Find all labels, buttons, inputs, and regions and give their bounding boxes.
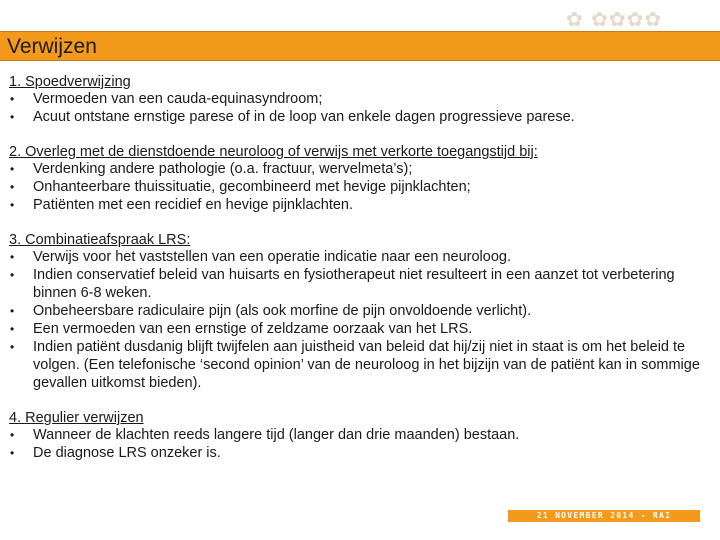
- bullet-icon: •: [10, 446, 15, 460]
- list-item-text: Indien conservatief beleid van huisarts en fysiotherapeut niet resulteert in een aanzet tot verbetering binnen 6-8 weken.: [33, 267, 675, 301]
- list-item: [9, 426, 709, 444]
- list-item: [9, 266, 709, 302]
- bullet-icon: •: [10, 162, 15, 176]
- title-bar: [0, 31, 720, 61]
- section-regulier: [9, 410, 709, 462]
- section-heading: 2. Overleg met de dienstdoende neuroloog of verwijs met verkorte toegangstijd bij:: [9, 144, 538, 160]
- list-item: [9, 160, 709, 178]
- list-item-text: Acuut ontstane ernstige parese of in de loop van enkele dagen progressieve parese.: [33, 109, 575, 125]
- list-item: [9, 90, 709, 108]
- bullet-icon: •: [10, 92, 15, 106]
- list-item: [9, 302, 709, 320]
- list-item-text: De diagnose LRS onzeker is.: [33, 445, 221, 461]
- document-body: [9, 74, 709, 480]
- list-item: [9, 338, 709, 392]
- bullet-list: [9, 90, 709, 126]
- list-item-text: Een vermoeden van een ernstige of zeldzame oorzaak van het LRS.: [33, 321, 473, 337]
- section-overleg: [9, 144, 709, 214]
- section-combinatieafspraak: [9, 232, 709, 392]
- list-item-text: Indien patiënt dusdanig blijft twijfelen aan juistheid van beleid dat hij/zij niet in staat is om het beleid te volgen. (Een telefonische ‘second opinion’ van de neuroloog in het bijzijn van de patiënt kan in sommige gevallen uitkomst bieden).: [33, 339, 700, 391]
- bullet-icon: •: [10, 322, 15, 336]
- list-item-text: Onbeheersbare radiculaire pijn (als ook morfine de pijn onvoldoende verlicht).: [33, 303, 532, 319]
- bullet-list: [9, 248, 709, 392]
- bullet-list: [9, 426, 709, 462]
- bullet-icon: •: [10, 250, 15, 264]
- bullet-list: [9, 160, 709, 214]
- list-item: [9, 444, 709, 462]
- bullet-icon: •: [10, 198, 15, 212]
- section-heading: 3. Combinatieafspraak LRS:: [9, 232, 191, 248]
- list-item-text: Onhanteerbare thuissituatie, gecombineerd met hevige pijnklachten;: [33, 179, 471, 195]
- bullet-icon: •: [10, 428, 15, 442]
- page-title: Verwijzen: [7, 35, 97, 58]
- bullet-icon: •: [10, 180, 15, 194]
- list-item-text: Verdenking andere pathologie (o.a. fractuur, wervelmeta’s);: [33, 161, 413, 177]
- bullet-icon: •: [10, 110, 15, 124]
- list-item: [9, 248, 709, 266]
- list-item-text: Verwijs voor het vaststellen van een operatie indicatie naar een neuroloog.: [33, 249, 511, 265]
- section-spoedverwijzing: [9, 74, 709, 126]
- list-item-text: Wanneer de klachten reeds langere tijd (langer dan drie maanden) bestaan.: [33, 427, 520, 443]
- section-heading: 4. Regulier verwijzen: [9, 410, 144, 426]
- list-item-text: Patiënten met een recidief en hevige pijnklachten.: [33, 197, 354, 213]
- section-heading: 1. Spoedverwijzing: [9, 74, 131, 90]
- list-item: [9, 196, 709, 214]
- list-item-text: Vermoeden van een cauda-equinasyndroom;: [33, 91, 323, 107]
- list-item: [9, 178, 709, 196]
- list-item: [9, 320, 709, 338]
- event-logo: ✿ ✿✿✿✿: [566, 7, 663, 31]
- list-item: [9, 108, 709, 126]
- bullet-icon: •: [10, 340, 15, 354]
- bullet-icon: •: [10, 268, 15, 282]
- bullet-icon: •: [10, 304, 15, 318]
- footer-banner: 21 NOVEMBER 2014 - RAI AMSTERDAM: [508, 510, 700, 522]
